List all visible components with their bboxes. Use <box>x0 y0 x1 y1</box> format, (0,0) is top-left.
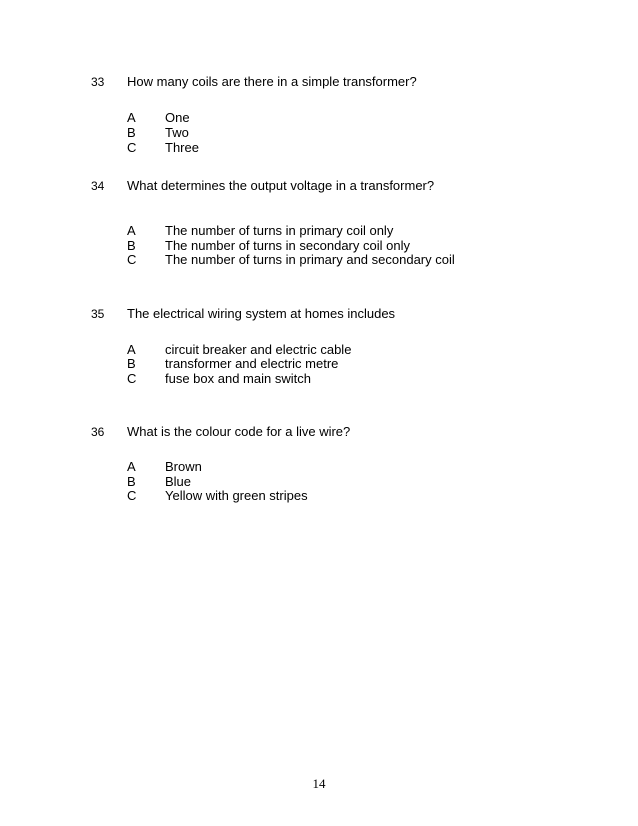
option-text: The number of turns in secondary coil only <box>165 238 410 253</box>
option-letter: A <box>127 459 136 474</box>
question-text: How many coils are there in a simple transformer? <box>127 74 417 89</box>
option-text: Blue <box>165 474 192 489</box>
option-36-b <box>0 474 638 489</box>
option-letter: B <box>127 125 136 140</box>
question-number: 33 <box>91 75 105 89</box>
option-text: The number of turns in primary coil only <box>165 223 394 238</box>
option-text: circuit breaker and electric cable <box>165 342 352 357</box>
option-text: fuse box and main switch <box>165 371 311 386</box>
option-34-b <box>0 238 638 253</box>
option-letter: B <box>127 474 136 489</box>
question-text: What determines the output voltage in a transformer? <box>127 178 435 193</box>
option-letter: A <box>127 342 136 357</box>
option-text: Yellow with green stripes <box>165 488 308 503</box>
option-33-b <box>0 125 638 140</box>
question-number: 35 <box>91 307 105 321</box>
option-letter: A <box>127 110 136 125</box>
option-letter: C <box>127 252 137 267</box>
option-letter: C <box>127 140 137 155</box>
option-text: Three <box>165 140 199 155</box>
option-34-c <box>0 252 638 267</box>
option-letter: A <box>127 223 136 238</box>
option-36-c <box>0 488 638 503</box>
option-text: transformer and electric metre <box>165 356 339 371</box>
question-number: 36 <box>91 425 105 439</box>
option-letter: C <box>127 488 137 503</box>
option-33-c <box>0 140 638 155</box>
option-33-a <box>0 110 638 125</box>
option-35-b <box>0 356 638 371</box>
option-letter: C <box>127 371 137 386</box>
option-text: The number of turns in primary and secondary coil <box>165 252 455 267</box>
option-letter: B <box>127 238 136 253</box>
option-36-a <box>0 459 638 474</box>
question-number: 34 <box>91 179 105 193</box>
question-text: What is the colour code for a live wire? <box>127 424 351 439</box>
page-number: 14 <box>312 776 326 791</box>
option-34-a <box>0 223 638 238</box>
question-text: The electrical wiring system at homes includes <box>127 306 396 321</box>
option-35-c <box>0 371 638 386</box>
option-text: One <box>165 110 190 125</box>
option-35-a <box>0 342 638 357</box>
option-letter: B <box>127 356 136 371</box>
option-text: Brown <box>165 459 202 474</box>
option-text: Two <box>165 125 189 140</box>
